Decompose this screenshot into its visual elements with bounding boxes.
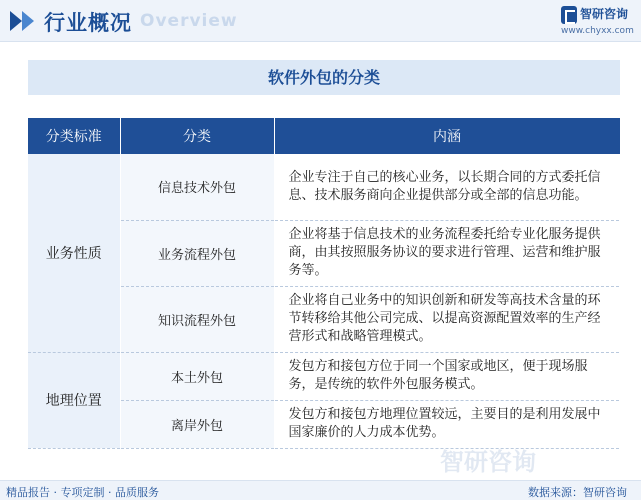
footer-slogan: 精品报告 · 专项定制 · 品质服务	[6, 486, 159, 499]
category-cell: 地理位置	[28, 352, 120, 448]
table-row	[28, 352, 620, 400]
category-cell: 业务性质	[28, 154, 120, 352]
brand-logo-icon	[561, 6, 577, 24]
description-cell: 发包方和接包方位于同一个国家或地区，便于现场服务，是传统的软件外包服务模式。	[274, 352, 620, 400]
watermark-logo: 智研咨询	[440, 448, 536, 476]
type-cell: 信息技术外包	[120, 154, 274, 220]
type-cell: 业务流程外包	[120, 220, 274, 286]
table-header-row	[28, 118, 620, 154]
page-header	[0, 0, 641, 42]
column-header: 分类	[120, 118, 274, 154]
page-footer	[0, 480, 641, 500]
brand-site: www.chyxx.com	[561, 26, 634, 36]
brand-name: 智研咨询	[580, 7, 629, 21]
chevron-right-icon	[10, 11, 22, 31]
footer-source: 数据来源：智研咨询	[528, 486, 627, 499]
section-title: 行业概况	[44, 11, 132, 35]
description-cell: 企业将自己业务中的知识创新和研发等高技术含量的环节转移给其他公司完成、以提高资源配置效率的生产经营形式和战略管理模式。	[274, 286, 620, 352]
chevron-right-icon	[22, 11, 34, 31]
description-cell: 企业将基于信息技术的业务流程委托给专业化服务提供商，由其按照服务协议的要求进行管理、运营和维护服务等。	[274, 220, 620, 286]
classification-table	[28, 118, 620, 449]
table-title: 软件外包的分类	[28, 60, 620, 95]
type-cell: 离岸外包	[120, 400, 274, 448]
column-header: 分类标准	[28, 118, 120, 154]
type-cell: 本土外包	[120, 352, 274, 400]
type-cell: 知识流程外包	[120, 286, 274, 352]
column-header: 内涵	[274, 118, 620, 154]
table-row	[28, 154, 620, 220]
section-title-en: Overview	[140, 11, 238, 31]
description-cell: 企业专注于自己的核心业务，以长期合同的方式委托信息、技术服务商向企业提供部分或全部的信息功能。	[274, 154, 620, 220]
description-cell: 发包方和接包方地理位置较远，主要目的是利用发展中国家廉价的人力成本优势。	[274, 400, 620, 448]
